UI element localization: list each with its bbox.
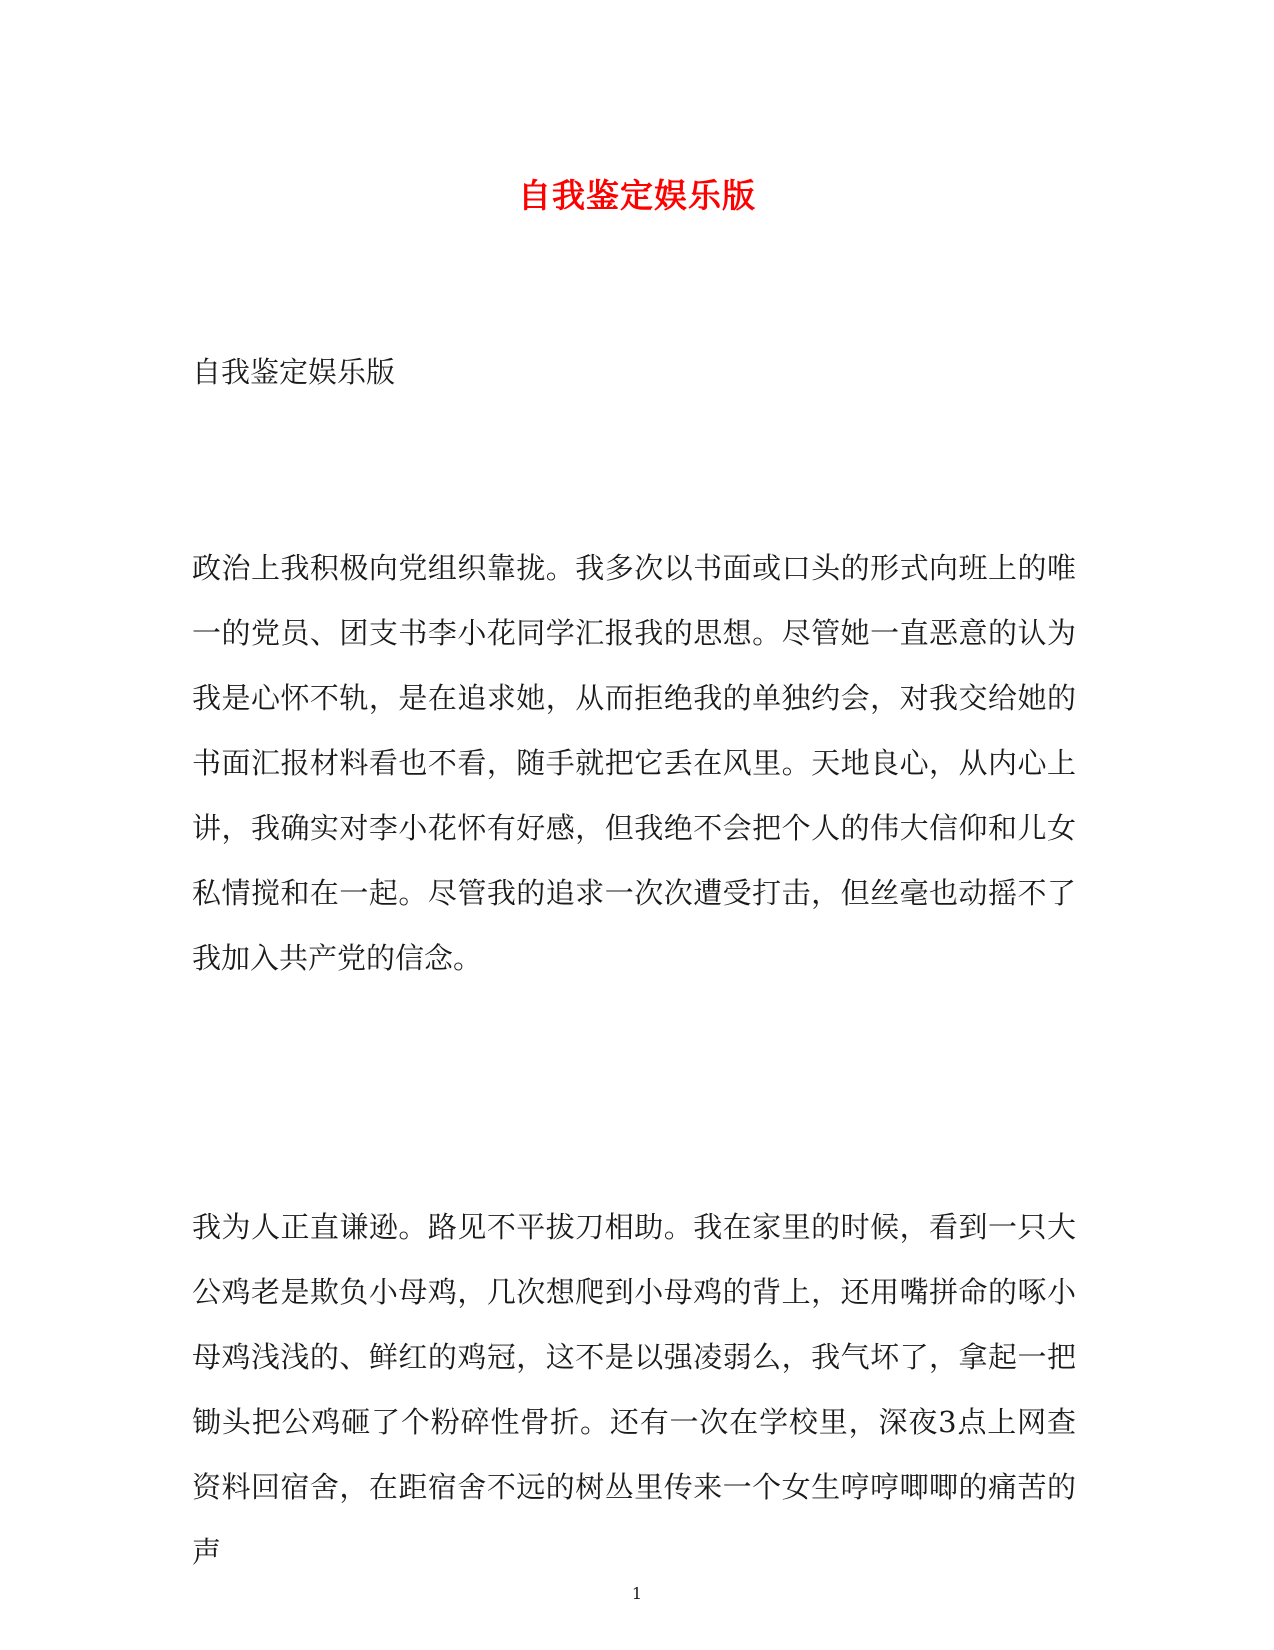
document-title: 自我鉴定娱乐版	[518, 176, 756, 215]
page-number: 1	[631, 1584, 643, 1603]
paragraph-character: 我为人正直谦逊。路见不平拔刀相助。我在家里的时候，看到一只大公鸡老是欺负小母鸡，几次想爬到小母鸡的背上，还用嘴拼命的啄小母鸡浅浅的、鲜红的鸡冠，这不是以强凌弱么，我气坏了，拿起一把锄头把公鸡砸了个粉碎性骨折。还有一次在学校里，深夜3点上网查资料回宿舍，在距宿舍不远的树丛里传来一个女生哼哼唧唧的痛苦的声	[192, 1210, 1076, 1569]
document-subtitle: 自我鉴定娱乐版	[192, 355, 396, 389]
paragraph-politics: 政治上我积极向党组织靠拢。我多次以书面或口头的形式向班上的唯一的党员、团支书李小花同学汇报我的思想。尽管她一直恶意的认为我是心怀不轨，是在追求她，从而拒绝我的单独约会，对我交给她的书面汇报材料看也不看，随手就把它丢在风里。天地良心，从内心上讲，我确实对李小花怀有好感，但我绝不会把个人的伟大信仰和儿女私情搅和在一起。尽管我的追求一次次遭受打击，但丝毫也动摇不了我加入共产党的信念。	[192, 551, 1076, 975]
